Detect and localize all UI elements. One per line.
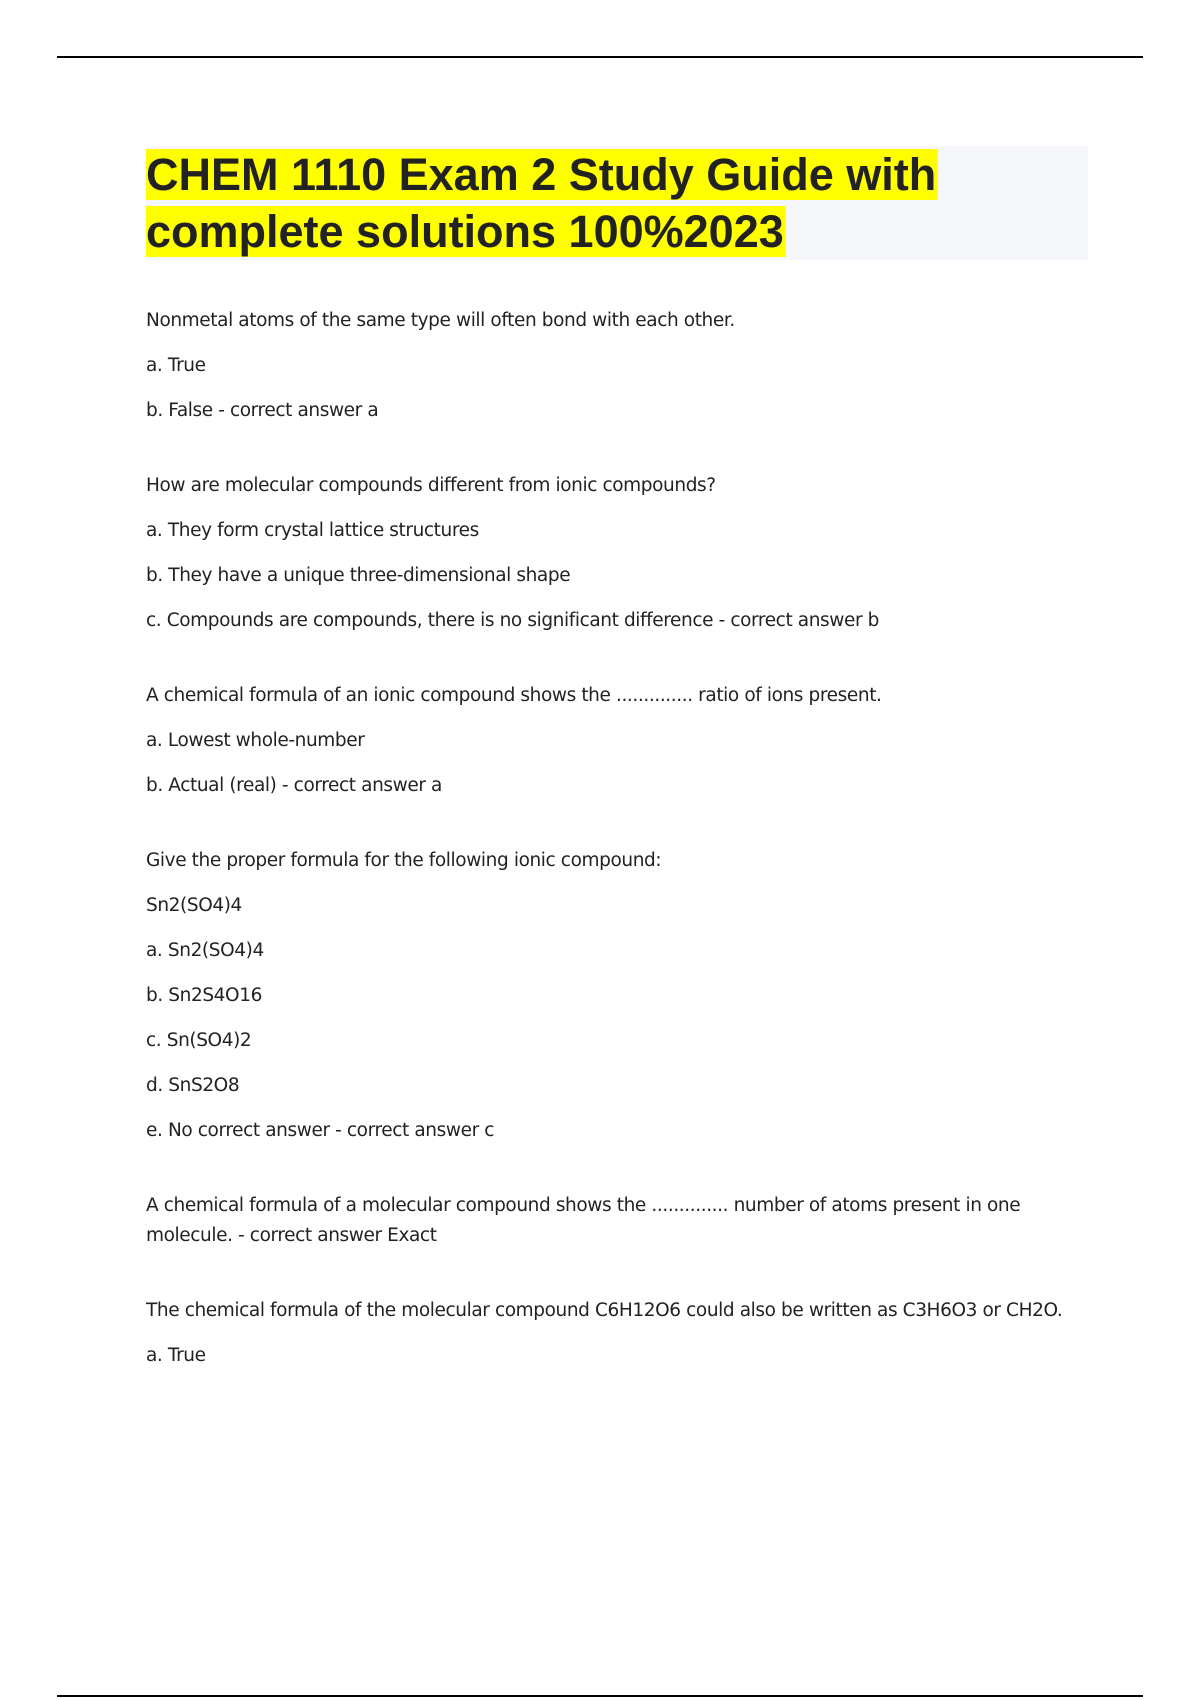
- question-2: [146, 471, 1088, 636]
- answer-option: b. They have a unique three-dimensional shape: [146, 565, 571, 586]
- question-stem: Nonmetal atoms of the same type will often bond with each other.: [146, 310, 735, 331]
- answer-option: a. Lowest whole-number: [146, 730, 365, 751]
- question-6: [146, 1296, 1088, 1371]
- top-rule: [57, 56, 1143, 58]
- question-stem: The chemical formula of the molecular compound C6H12O6 could also be written as C3H6O3 or CH2O.: [146, 1300, 1063, 1321]
- answer-option: a. True: [146, 355, 206, 376]
- question-formula: Sn2(SO4)4: [146, 895, 242, 916]
- question-4: [146, 846, 1088, 1146]
- title-block: [146, 146, 1088, 260]
- question-5: [146, 1191, 1088, 1251]
- answer-option: b. Actual (real) - correct answer a: [146, 775, 442, 796]
- document-title: [146, 146, 1088, 260]
- bottom-rule: [57, 1695, 1143, 1697]
- answer-option: a. They form crystal lattice structures: [146, 520, 479, 541]
- answer-option: b. Sn2S4O16: [146, 985, 262, 1006]
- question-stem: How are molecular compounds different from ionic compounds?: [146, 475, 716, 496]
- question-1: [146, 306, 1088, 426]
- answer-option: d. SnS2O8: [146, 1075, 240, 1096]
- answer-option: e. No correct answer - correct answer c: [146, 1120, 495, 1141]
- document-body: [146, 146, 1088, 1386]
- answer-option: b. False - correct answer a: [146, 400, 379, 421]
- title-line-1: CHEM 1110 Exam 2 Study Guide with: [146, 149, 937, 200]
- answer-option: a. Sn2(SO4)4: [146, 940, 264, 961]
- question-stem: Give the proper formula for the following ionic compound:: [146, 850, 662, 871]
- question-stem: A chemical formula of a molecular compound shows the .............. number of atoms present in one molecule. - correct answer Exact: [146, 1195, 1021, 1246]
- answer-option: a. True: [146, 1345, 206, 1366]
- question-stem: A chemical formula of an ionic compound shows the .............. ratio of ions present.: [146, 685, 882, 706]
- question-3: [146, 681, 1088, 801]
- title-line-2: complete solutions 100%2023: [146, 206, 784, 257]
- answer-option: c. Compounds are compounds, there is no significant difference - correct answer b: [146, 610, 880, 631]
- answer-option: c. Sn(SO4)2: [146, 1030, 252, 1051]
